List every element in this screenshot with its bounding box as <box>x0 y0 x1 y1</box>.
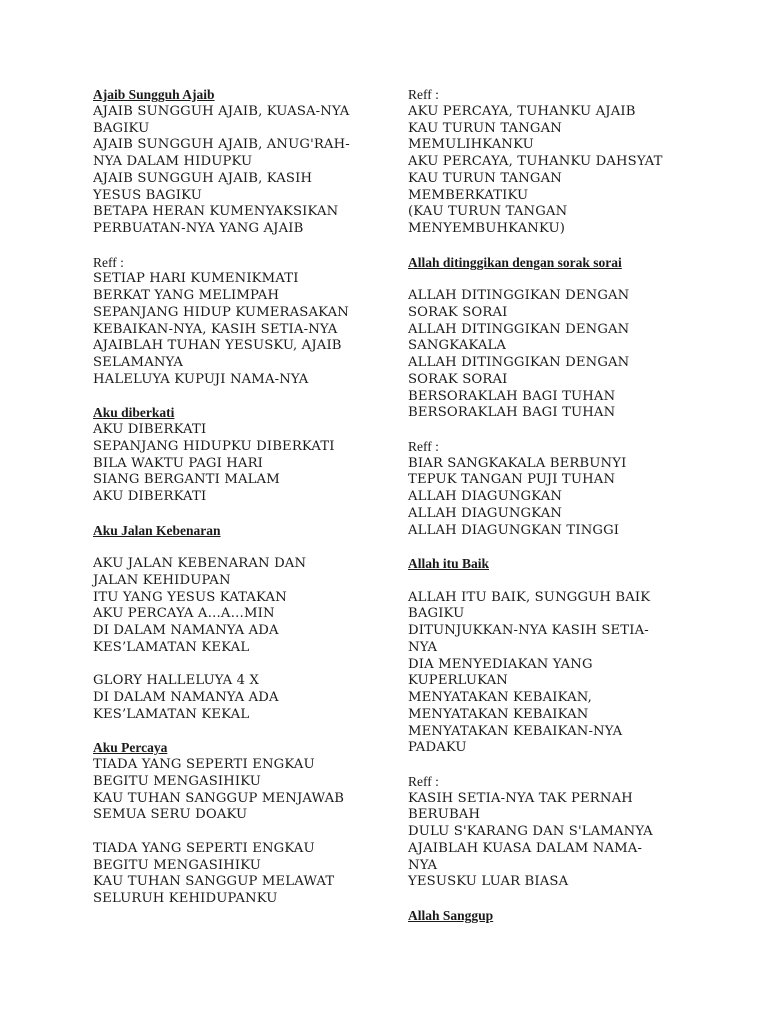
blank-line <box>408 238 708 255</box>
song-title: Aku diberkati <box>93 405 175 421</box>
lyric-line: AJAIB SUNGGUH AJAIB, ANUG'RAH- <box>93 137 350 153</box>
refrain-label: Reff : <box>408 438 439 454</box>
lyric-line: ALLAH DITINGGIKAN DENGAN <box>408 321 630 337</box>
lyric-line: BAGIKU <box>93 120 150 136</box>
lyric-line: PERBUATAN-NYA YANG AJAIB <box>93 221 304 236</box>
lyric-line: BERSORAKLAH BAGI TUHAN <box>408 388 616 404</box>
lyric-line: DI DALAM NAMANYA ADA <box>93 690 279 705</box>
lyric-line: ALLAH DITINGGIKAN DENGAN <box>408 355 630 370</box>
lyric-line: ALLAH ITU BAIK, SUNGGUH BAIK <box>408 589 651 605</box>
song-title: Aku Jalan Kebenaran <box>93 522 221 538</box>
lyric-line: GLORY HALLELUYA 4 X <box>93 673 260 689</box>
lyric-line: AKU JALAN KEBENARAN DAN <box>93 556 307 571</box>
blank-line <box>93 724 393 741</box>
lyric-line: SIANG BERGANTI MALAM <box>93 472 280 488</box>
lyric-line: MEMULIHKANKU <box>408 137 534 153</box>
lyric-line: AKU DIBERKATI <box>93 422 207 437</box>
lyric-line: KAU TUHAN SANGGUP MENJAWAB <box>93 790 345 806</box>
refrain-label: Reff : <box>93 254 124 270</box>
lyric-line: DI DALAM NAMANYA ADA <box>93 623 279 638</box>
lyric-line: SEPANJANG HIDUP KUMERASAKAN <box>93 304 349 320</box>
lyric-line: MEMBERKATIKU <box>408 187 529 203</box>
lyric-line: SELAMANYA <box>93 355 184 370</box>
blank-line <box>93 238 393 255</box>
song-title: Allah Sanggup <box>408 907 494 923</box>
blank-line <box>93 539 393 556</box>
lyric-line: (KAU TURUN TANGAN <box>408 204 568 220</box>
blank-line <box>93 506 393 523</box>
lyric-line: SETIAP HARI KUMENIKMATI <box>93 271 299 287</box>
blank-line <box>408 757 708 774</box>
blank-line <box>408 891 708 908</box>
left-column <box>93 87 393 908</box>
right-column <box>408 87 708 925</box>
lyric-line: KAU TURUN TANGAN <box>408 170 562 186</box>
lyric-line: KES’LAMATAN KEKAL <box>93 706 250 722</box>
blank-line <box>408 539 708 556</box>
lyric-line: SEMUA SERU DOAKU <box>93 807 248 823</box>
lyric-line: PADAKU <box>408 740 467 756</box>
lyric-line: ALLAH DIAGUNGKAN <box>408 489 563 504</box>
lyric-line: AKU PERCAYA, TUHANKU DAHSYAT <box>408 154 663 169</box>
lyric-line: BIAR SANGKAKALA BERBUNYI <box>408 455 627 471</box>
lyric-line: BERUBAH <box>408 807 481 823</box>
lyric-line: BETAPA HERAN KUMENYAKSIKAN <box>93 204 339 220</box>
lyric-line: SELURUH KEHIDUPANKU <box>93 891 278 906</box>
song-title: Ajaib Sungguh Ajaib <box>93 87 215 102</box>
blank-line <box>408 271 708 288</box>
lyric-line: KASIH SETIA-NYA TAK PERNAH <box>408 790 633 806</box>
lyric-line: YESUS BAGIKU <box>93 187 202 203</box>
lyric-line: TIADA YANG SEPERTI ENGKAU <box>93 757 315 772</box>
lyric-line: KAU TUHAN SANGGUP MELAWAT <box>93 874 335 890</box>
lyric-line: JALAN KEHIDUPAN <box>93 572 231 588</box>
lyric-line: AJAIBLAH KUASA DALAM NAMA- <box>408 840 643 856</box>
lyric-line: NYA <box>408 639 438 655</box>
lyric-line: BERSORAKLAH BAGI TUHAN <box>408 405 616 421</box>
blank-line <box>93 389 393 406</box>
lyric-line: KUPERLUKAN <box>408 673 508 689</box>
lyric-line: MENYEMBUHKANKU) <box>408 221 566 236</box>
refrain-label: Reff : <box>408 773 439 789</box>
lyric-line: MENYATAKAN KEBAIKAN, <box>408 690 592 705</box>
song-title: Allah itu Baik <box>408 556 490 571</box>
lyric-line: DIA MENYEDIAKAN YANG <box>408 656 593 672</box>
lyric-line: NYA <box>408 857 438 873</box>
lyric-line: AKU PERCAYA A…A…MIN <box>93 606 275 622</box>
lyric-line: BERKAT YANG MELIMPAH <box>93 288 280 303</box>
lyric-line: ITU YANG YESUS KATAKAN <box>93 589 287 605</box>
lyric-line: SORAK SORAI <box>408 371 508 387</box>
lyric-line: BEGITU MENGASIHIKU <box>93 773 262 789</box>
song-title: Allah ditinggikan dengan sorak sorai <box>408 254 622 270</box>
lyric-line: KEBAIKAN-NYA, KASIH SETIA-NYA <box>93 321 338 337</box>
lyric-line: AJAIB SUNGGUH AJAIB, KUASA-NYA <box>93 103 350 119</box>
blank-line <box>408 422 708 439</box>
lyric-line: DITUNJUKKAN-NYA KASIH SETIA- <box>408 623 649 638</box>
lyric-line: AKU PERCAYA, TUHANKU AJAIB <box>408 103 636 119</box>
lyric-line: BILA WAKTU PAGI HARI <box>93 455 264 471</box>
lyric-line: KES’LAMATAN KEKAL <box>93 639 250 655</box>
lyric-line: BEGITU MENGASIHIKU <box>93 857 262 873</box>
lyric-line: TIADA YANG SEPERTI ENGKAU <box>93 840 315 856</box>
blank-line <box>93 824 393 841</box>
blank-line <box>93 657 393 674</box>
lyric-line: AKU DIBERKATI <box>93 489 207 504</box>
lyric-line: SORAK SORAI <box>408 304 508 320</box>
lyric-line: NYA DALAM HIDUPKU <box>93 154 253 169</box>
lyric-line: DULU S'KARANG DAN S'LAMANYA <box>408 824 653 839</box>
lyric-line: AJAIB SUNGGUH AJAIB, KASIH <box>93 170 313 186</box>
refrain-label: Reff : <box>408 87 439 102</box>
lyric-line: MENYATAKAN KEBAIKAN-NYA <box>408 723 623 739</box>
lyric-line: HALELUYA KUPUJI NAMA-NYA <box>93 371 309 387</box>
song-title: Aku Percaya <box>93 740 168 756</box>
lyric-line: ALLAH DIAGUNGKAN TINGGI <box>408 522 620 538</box>
lyric-line: KAU TURUN TANGAN <box>408 120 562 136</box>
lyric-line: MENYATAKAN KEBAIKAN <box>408 706 589 722</box>
lyric-line: SEPANJANG HIDUPKU DIBERKATI <box>93 438 335 454</box>
lyric-line: TEPUK TANGAN PUJI TUHAN <box>408 472 616 488</box>
lyric-line: BAGIKU <box>408 606 465 622</box>
lyric-line: ALLAH DITINGGIKAN DENGAN <box>408 288 630 303</box>
lyric-line: YESUSKU LUAR BIASA <box>408 874 569 890</box>
lyric-line: ALLAH DIAGUNGKAN <box>408 505 563 521</box>
blank-line <box>408 573 708 590</box>
lyric-line: AJAIBLAH TUHAN YESUSKU, AJAIB <box>93 338 342 354</box>
lyric-line: SANGKAKALA <box>408 338 507 354</box>
